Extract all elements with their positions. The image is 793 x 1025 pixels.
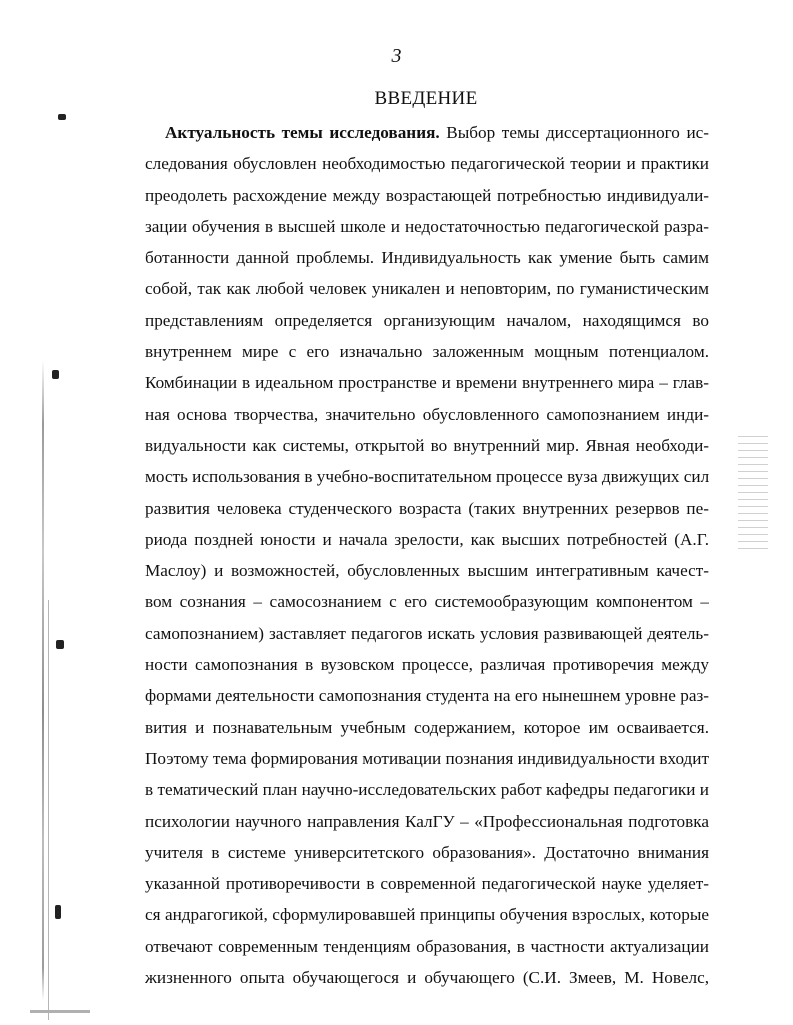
text-line: видуальности как системы, открытой во внутренний мир. Явная необходи- <box>145 435 709 455</box>
scan-noise-bottom <box>30 1010 90 1013</box>
text-line: психологии научного направления КалГУ – «Профессиональная подготовка <box>145 811 709 831</box>
lead-bold-phrase: Актуальность темы исследования. <box>165 123 440 142</box>
scan-margin-line <box>42 360 44 1000</box>
body-paragraph <box>145 117 709 993</box>
page-number: 3 <box>391 45 402 67</box>
first-line-text: Выбор темы диссертационного ис- <box>446 123 709 142</box>
text-line: преодолеть расхождение между возрастающей потребностью индивидуали- <box>145 185 709 205</box>
text-line: представлениям определяется организующим началом, находящимся во <box>145 310 709 330</box>
text-line: ности самопознания в вузовском процессе, различая противоречия между <box>145 655 709 675</box>
text-line: отвечают современным тенденциям образования, в частности актуализации <box>145 936 709 956</box>
text-line: Маслоу) и возможностей, обусловленных высшим интегративным качест- <box>145 561 709 581</box>
text-line: мость использования в учебно-воспитательном процессе вуза движущих сил <box>145 467 709 487</box>
text-line: Комбинации в идеальном пространстве и времени внутреннего мира – глав- <box>145 373 709 393</box>
scan-speck <box>55 905 61 919</box>
scan-noise-right <box>738 430 768 550</box>
text-line: вития и познавательным учебным содержанием, которое им осваивается. <box>145 717 709 737</box>
text-line: жизненного опыта обучающегося и обучающего (С.И. Змеев, М. Новелс, <box>145 968 709 988</box>
text-line: учителя в системе университетского образования». Достаточно внимания <box>145 842 709 862</box>
text-line: в тематический план научно-исследовательских работ кафедры педагогики и <box>145 780 709 800</box>
scan-speck <box>58 114 66 120</box>
text-line: формами деятельности самопознания студента на его нынешнем уровне раз- <box>145 686 709 706</box>
text-line: ная основа творчества, значительно обусловленного самопознанием инди- <box>145 404 709 424</box>
scan-speck <box>56 640 64 649</box>
text-line: внутреннем мире с его изначально заложенным мощным потенциалом. <box>145 342 709 362</box>
scan-speck <box>52 370 59 379</box>
text-line: развития человека студенческого возраста (таких внутренних резервов пе- <box>145 498 709 518</box>
section-heading: ВВЕДЕНИЕ <box>374 88 478 109</box>
text-line: самопознанием) заставляет педагогов искать условия развивающей деятель- <box>145 623 709 643</box>
text-line: вом сознания – самосознанием с его системообразующим компонентом – <box>145 592 709 612</box>
text-line: Поэтому тема формирования мотивации познания индивидуальности входит <box>145 748 709 768</box>
text-line: следования обусловлен необходимостью педагогической теории и практики <box>145 154 709 174</box>
text-line: ся андрагогикой, сформулировавшей принципы обучения взрослых, которые <box>145 905 709 925</box>
text-line: собой, так как любой человек уникален и неповторим, по гуманистическим <box>145 279 709 299</box>
scan-margin-line-secondary <box>48 600 49 1020</box>
text-line: риода поздней юности и начала зрелости, как высших потребностей (А.Г. <box>145 529 709 549</box>
text-line: указанной противоречивости в современной педагогической науке уделяет- <box>145 874 709 894</box>
text-line: зации обучения в высшей школе и недостаточностью педагогической разра- <box>145 216 709 236</box>
text-line: ботанности данной проблемы. Индивидуальность как умение быть самим <box>145 248 709 268</box>
paragraph-first-line <box>145 117 709 148</box>
